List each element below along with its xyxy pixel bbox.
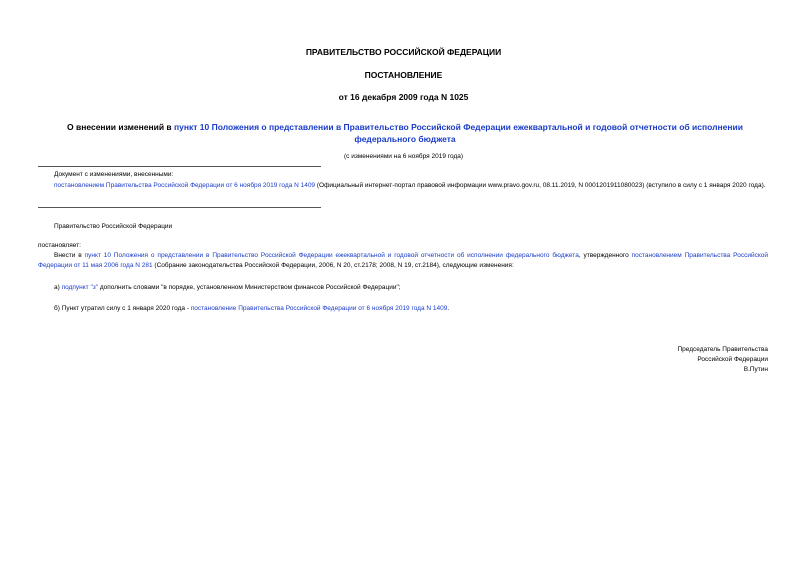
amendment-item-b (54, 304, 449, 314)
item-b-link[interactable]: постановление Правительства Российской Федерации от 6 ноября 2019 года N 1409 (190, 305, 448, 312)
document-kind-heading: ПОСТАНОВЛЕНИЕ (364, 70, 443, 80)
revision-note: (с изменениями на 6 ноября 2019 года) (343, 153, 464, 160)
signature-name: В.Путин (743, 366, 768, 373)
document-title (45, 121, 765, 145)
government-heading: ПРАВИТЕЛЬСТВО РОССИЙСКОЙ ФЕДЕРАЦИИ (305, 47, 502, 57)
signature-title-line1: Председатель Правительства (677, 346, 768, 353)
document-date-heading: от 16 декабря 2009 года N 1025 (338, 92, 469, 102)
intro-link-clause[interactable]: пункт 10 Положения о представлении в Правительство Российской Федерации ежеквартальной и годовой отчетности об исполнении федерального бюджета (84, 252, 579, 259)
amendment-item-a (54, 283, 401, 293)
item-a-link[interactable]: подпункт "з" (61, 284, 99, 291)
signature-block (677, 345, 768, 375)
changes-bottom-divider (38, 207, 321, 208)
changes-top-divider (38, 166, 321, 167)
signature-title-line2: Российской Федерации (697, 356, 768, 363)
title-link[interactable]: пункт 10 Положения о представлении в Правительство Российской Федерации ежеквартальной и годовой отчетности об исполнении федерального бюджета (174, 122, 743, 144)
issuing-authority: Правительство Российской Федерации (54, 223, 173, 230)
changes-rest: (Официальный интернет-портал правовой информации www.pravo.gov.ru, 08.11.2019, N 0001201911080023) (вступило в силу с 1 января 2020 года). (315, 182, 766, 189)
item-a-prefix: а) (54, 284, 62, 291)
intro-prefix: Внести в (54, 252, 85, 259)
item-a-suffix: дополнить словами "в порядке, установленном Министерством финансов Российской Федерации"; (98, 284, 401, 291)
title-prefix: О внесении изменений в (67, 122, 175, 132)
resolution-paragraph (38, 251, 768, 271)
changes-text (38, 181, 768, 191)
item-b-suffix: . (447, 305, 450, 312)
item-b-prefix: б) Пункт утратил силу с 1 января 2020 года - (54, 305, 191, 312)
changes-amending-link[interactable]: постановлением Правительства Российской Федерации от 6 ноября 2019 года N 1409 (54, 182, 316, 189)
intro-mid: , утвержденного (578, 252, 632, 259)
changes-heading: Документ с изменениями, внесенными: (54, 171, 174, 178)
intro-suffix: (Собрание законодательства Российской Федерации, 2006, N 20, ст.2178; 2008, N 19, ст.2184), следующие изменения: (152, 262, 514, 269)
resolves-word: постановляет: (38, 242, 81, 249)
intro-link-decree[interactable]: постановлением Правительства Российской Федерации от 11 мая 2006 года N 281 (38, 252, 768, 269)
